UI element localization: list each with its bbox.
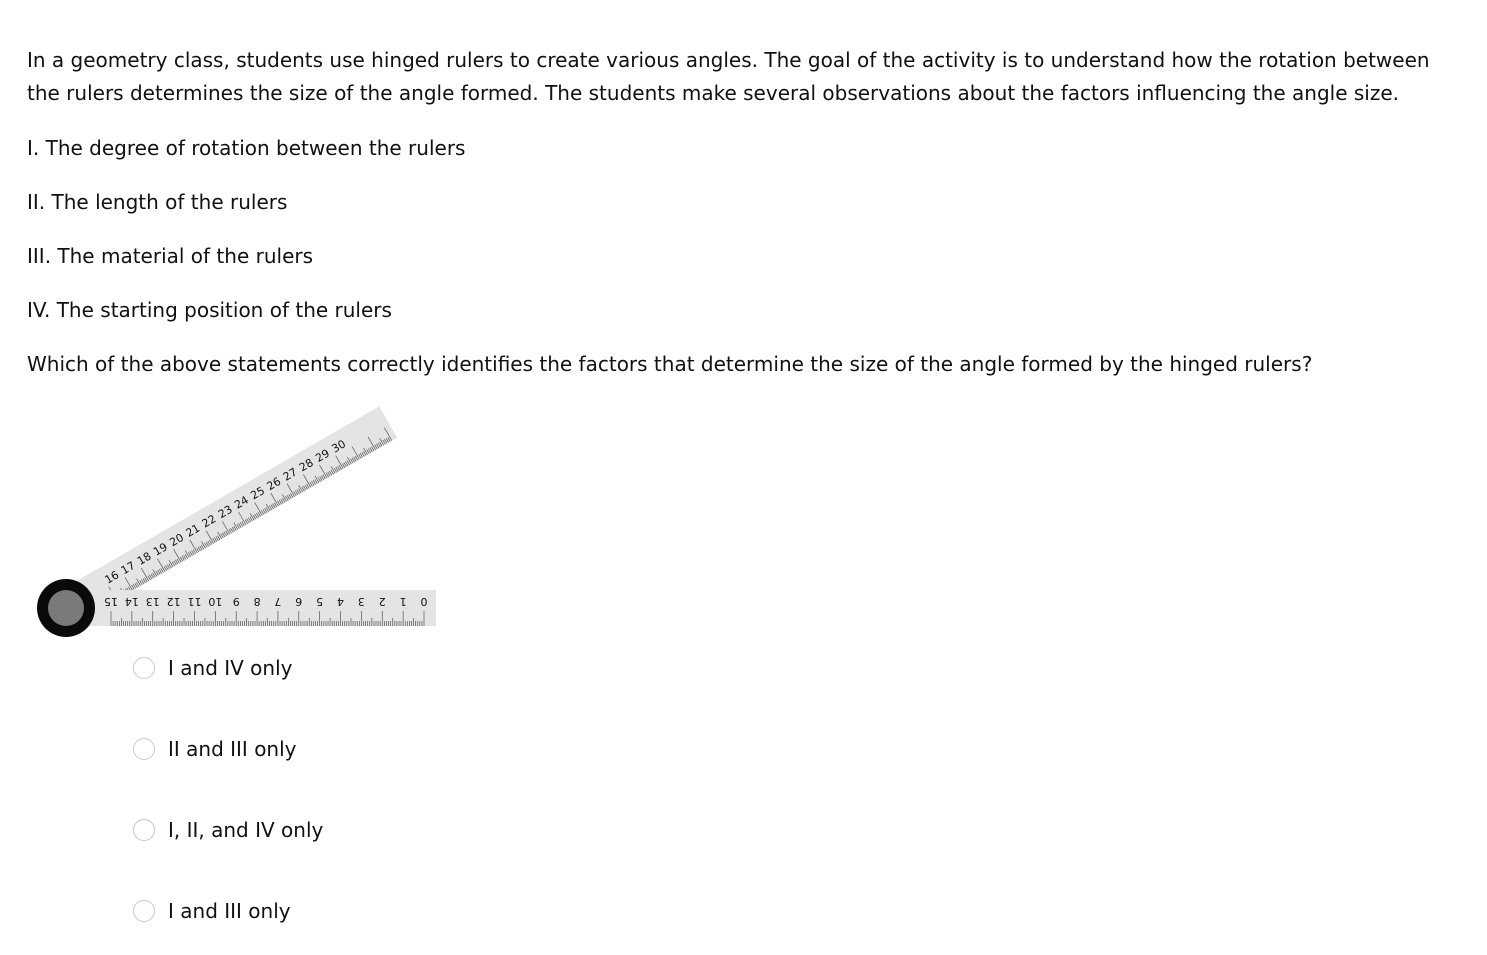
ruler-number-label: 6 — [295, 595, 303, 608]
ruler-number-label: 23 — [216, 502, 235, 522]
statement-2: II. The length of the rulers — [27, 190, 288, 214]
ruler-number-label: 7 — [274, 595, 282, 608]
ruler-number-label: 19 — [151, 540, 170, 559]
ruler-number-label: 5 — [316, 595, 324, 608]
ruler-number-label: 30 — [329, 437, 349, 456]
ruler-number-label: 22 — [199, 512, 219, 531]
statement-1: I. The degree of rotation between the rulers — [27, 136, 466, 160]
question-intro: In a geometry class, students use hinged rulers to create various angles. The goal of the activity is to understand how the rotation between the rulers determines the size of the angle formed. The students make several observations about the factors influencing the angle size. — [27, 48, 1430, 105]
answer-option-4[interactable] — [133, 898, 291, 924]
ruler-number-label: 3 — [357, 595, 365, 608]
answer-option-2[interactable] — [133, 736, 297, 762]
ruler-number-label: 4 — [337, 595, 345, 608]
answer-option-label: I and III only — [168, 899, 291, 923]
ruler-number-label: 9 — [232, 595, 240, 608]
ruler-number-label: 21 — [183, 521, 203, 540]
answer-option-label: II and III only — [168, 737, 297, 761]
ruler-number-label: 20 — [167, 530, 187, 550]
radio-button[interactable] — [133, 657, 155, 679]
ruler-number-label: 1 — [399, 595, 407, 608]
radio-button[interactable] — [133, 738, 155, 760]
ruler-number-label: 27 — [280, 465, 300, 484]
answer-option-label: I, II, and IV only — [168, 818, 324, 842]
ruler-number-label: 0 — [420, 595, 428, 608]
ruler-number-label: 24 — [232, 493, 251, 512]
ruler-number-label: 15 — [104, 595, 118, 608]
ruler-number-label: 26 — [264, 474, 284, 494]
answer-option-1[interactable] — [133, 655, 292, 681]
radio-button[interactable] — [133, 900, 155, 922]
ruler-number-label: 2 — [378, 595, 386, 608]
answer-option-3[interactable] — [133, 817, 323, 843]
fixed-ruler-arm — [88, 590, 436, 626]
statement-3: III. The material of the rulers — [27, 244, 314, 268]
ruler-number-label: 16 — [102, 568, 122, 587]
ruler-number-label: 11 — [187, 595, 202, 608]
statement-4: IV. The starting position of the rulers — [27, 298, 392, 322]
ruler-number-label: 8 — [253, 595, 261, 608]
ruler-number-label: 13 — [145, 595, 160, 608]
rotated-arm-labels — [103, 437, 349, 586]
ruler-number-label: 14 — [124, 595, 139, 608]
ruler-number-label: 25 — [248, 484, 268, 503]
ruler-number-label: 10 — [208, 595, 223, 608]
ruler-number-label: 17 — [118, 558, 138, 578]
hinged-ruler-figure — [0, 400, 460, 650]
ruler-number-label: 12 — [166, 595, 181, 608]
ruler-number-label: 29 — [313, 446, 332, 465]
question-text — [27, 44, 1467, 110]
ruler-number-label: 18 — [134, 549, 154, 568]
ruler-number-label: 28 — [297, 456, 316, 475]
radio-button[interactable] — [133, 819, 155, 841]
answer-option-label: I and IV only — [168, 656, 293, 680]
question-prompt: Which of the above statements correctly identifies the factors that determine the size of the angle formed by the hinged rulers? — [27, 352, 1313, 376]
hinge-pivot — [37, 579, 95, 637]
